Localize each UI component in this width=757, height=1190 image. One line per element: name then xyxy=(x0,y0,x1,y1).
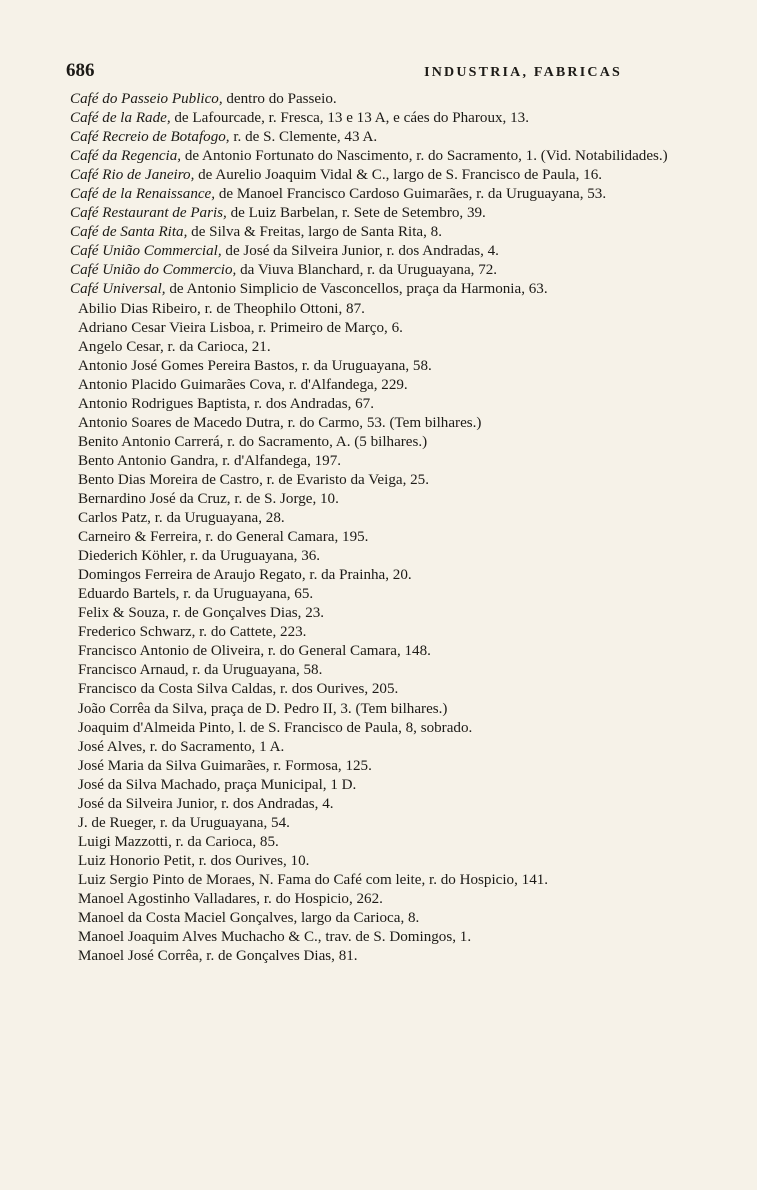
entry-text: Felix & Souza, r. de Gonçalves Dias, 23. xyxy=(78,605,325,622)
establishment-name: Café de Santa Rita, xyxy=(70,224,188,241)
entry-text: de Lafourcade, r. Fresca, 13 e 13 A, e cáes do Pharoux, 13. xyxy=(170,110,529,127)
page-number: 686 xyxy=(66,60,95,81)
directory-entry xyxy=(78,414,714,433)
directory-entry xyxy=(78,300,714,319)
directory-entry xyxy=(78,680,714,699)
directory-entry xyxy=(78,661,714,680)
entry-text: de Luiz Barbelan, r. Sete de Setembro, 39. xyxy=(226,205,486,222)
entry-text: de Aurelio Joaquim Vidal & C., largo de S. Francisco de Paula, 16. xyxy=(194,167,603,184)
directory-entry xyxy=(78,623,714,642)
directory-entry xyxy=(70,166,714,185)
directory-entry xyxy=(70,261,714,280)
entry-text: Diederich Köhler, r. da Uruguayana, 36. xyxy=(78,548,321,565)
entry-text: dentro do Passeio. xyxy=(222,91,337,107)
directory-entry xyxy=(78,338,714,357)
directory-entries xyxy=(66,90,714,966)
entry-text: João Corrêa da Silva, praça de D. Pedro II, 3. (Tem bilhares.) xyxy=(78,700,448,717)
page xyxy=(66,60,714,966)
directory-entry xyxy=(78,547,714,566)
directory-entry xyxy=(70,280,714,299)
entry-text: J. de Rueger, r. da Uruguayana, 54. xyxy=(78,814,290,831)
directory-entry xyxy=(70,147,714,166)
directory-entry xyxy=(78,395,714,414)
entry-text: Adriano Cesar Vieira Lisboa, r. Primeiro de Março, 6. xyxy=(78,319,403,336)
running-title: INDUSTRIA, FABRICAS xyxy=(424,65,622,80)
entry-text: Manoel Agostinho Valladares, r. do Hospicio, 262. xyxy=(78,890,383,907)
directory-entry xyxy=(78,604,714,623)
entry-text: Joaquim d'Almeida Pinto, l. de S. Francisco de Paula, 8, sobrado. xyxy=(78,719,473,736)
establishment-name: Café de la Renaissance, xyxy=(70,186,216,203)
establishment-name: Café Restaurant de Paris, xyxy=(70,205,227,222)
entry-text: Antonio José Gomes Pereira Bastos, r. da Uruguayana, 58. xyxy=(78,357,432,374)
directory-entry xyxy=(70,185,714,204)
entry-text: Eduardo Bartels, r. da Uruguayana, 65. xyxy=(78,586,314,603)
establishment-name: Café Recreio de Botafogo, xyxy=(70,129,230,146)
directory-entry xyxy=(78,642,714,661)
directory-entry xyxy=(78,871,714,890)
entry-text: Bento Antonio Gandra, r. d'Alfandega, 197. xyxy=(78,452,342,469)
entry-text: Luiz Sergio Pinto de Moraes, N. Fama do Café com leite, r. do Hospicio, 141. xyxy=(78,871,549,888)
directory-entry xyxy=(78,433,714,452)
directory-entry xyxy=(78,833,714,852)
establishment-name: Café União do Commercio, xyxy=(70,262,237,279)
entry-text: Francisco Arnaud, r. da Uruguayana, 58. xyxy=(78,662,323,679)
directory-entry xyxy=(70,128,714,147)
entry-text: Frederico Schwarz, r. do Cattete, 223. xyxy=(78,624,307,641)
establishment-name: Café Universal, xyxy=(70,281,166,298)
entry-text: Benito Antonio Carrerá, r. do Sacramento, A. (5 bilhares.) xyxy=(78,433,428,450)
directory-entry xyxy=(78,585,714,604)
entry-text: Manoel José Corrêa, r. de Gonçalves Dias, 81. xyxy=(78,948,358,965)
entry-text: Luigi Mazzotti, r. da Carioca, 85. xyxy=(78,833,279,850)
entry-text: de Antonio Simplicio de Vasconcellos, praça da Harmonia, 63. xyxy=(165,281,548,298)
entry-text: Manoel da Costa Maciel Gonçalves, largo da Carioca, 8. xyxy=(78,910,420,927)
entry-text: Manoel Joaquim Alves Muchacho & C., trav. de S. Domingos, 1. xyxy=(78,929,472,946)
establishment-name: Café da Regencia, xyxy=(70,148,182,165)
directory-entry xyxy=(70,109,714,128)
establishment-name: Café do Passeio Publico, xyxy=(70,91,223,107)
directory-entry xyxy=(70,223,714,242)
directory-entry xyxy=(78,757,714,776)
directory-entry xyxy=(78,357,714,376)
directory-entry xyxy=(78,452,714,471)
page-header xyxy=(66,60,714,86)
entry-text: r. de S. Clemente, 43 A. xyxy=(229,129,378,146)
directory-entry xyxy=(78,909,714,928)
establishment-name: Café União Commercial, xyxy=(70,243,222,260)
entry-text: José da Silva Machado, praça Municipal, 1 D. xyxy=(78,776,357,793)
entry-text: de Antonio Fortunato do Nascimento, r. do Sacramento, 1. (Vid. Notabilidades.) xyxy=(181,148,668,165)
entry-text: Antonio Soares de Macedo Dutra, r. do Carmo, 53. (Tem bilhares.) xyxy=(78,414,482,431)
directory-entry xyxy=(78,566,714,585)
directory-entry xyxy=(78,319,714,338)
directory-entry xyxy=(78,719,714,738)
entry-text: Angelo Cesar, r. da Carioca, 21. xyxy=(78,338,271,355)
entry-text: José Alves, r. do Sacramento, 1 A. xyxy=(78,738,285,755)
entry-text: de Silva & Freitas, largo de Santa Rita, 8. xyxy=(187,224,442,241)
entry-text: Francisco Antonio de Oliveira, r. do General Camara, 148. xyxy=(78,643,431,660)
entry-text: Carlos Patz, r. da Uruguayana, 28. xyxy=(78,510,285,527)
directory-entry xyxy=(70,242,714,261)
directory-entry xyxy=(78,814,714,833)
directory-entry xyxy=(70,204,714,223)
entry-text: Antonio Placido Guimarães Cova, r. d'Alfandega, 229. xyxy=(78,376,408,393)
establishment-name: Café Rio de Janeiro, xyxy=(70,167,195,184)
directory-entry xyxy=(78,376,714,395)
entry-text: Abilio Dias Ribeiro, r. de Theophilo Ottoni, 87. xyxy=(78,300,365,317)
directory-entry xyxy=(78,852,714,871)
entry-text: Bernardino José da Cruz, r. de S. Jorge, 10. xyxy=(78,490,339,507)
entry-text: de José da Silveira Junior, r. dos Andradas, 4. xyxy=(221,243,499,260)
entry-text: da Viuva Blanchard, r. da Uruguayana, 72. xyxy=(236,262,498,279)
directory-entry xyxy=(78,700,714,719)
establishment-name: Café de la Rade, xyxy=(70,110,171,127)
entry-text: Antonio Rodrigues Baptista, r. dos Andradas, 67. xyxy=(78,395,374,412)
directory-entry xyxy=(78,490,714,509)
entry-text: José da Silveira Junior, r. dos Andradas, 4. xyxy=(78,795,334,812)
entry-text: Bento Dias Moreira de Castro, r. de Evaristo da Veiga, 25. xyxy=(78,471,429,488)
directory-entry xyxy=(78,738,714,757)
directory-entry xyxy=(78,890,714,909)
entry-text: Carneiro & Ferreira, r. do General Camara, 195. xyxy=(78,529,369,546)
directory-entry xyxy=(78,471,714,490)
entry-text: José Maria da Silva Guimarães, r. Formosa, 125. xyxy=(78,757,372,774)
entry-text: Francisco da Costa Silva Caldas, r. dos Ourives, 205. xyxy=(78,681,399,698)
directory-entry xyxy=(78,528,714,547)
directory-entry xyxy=(78,776,714,795)
directory-entry xyxy=(78,795,714,814)
directory-entry xyxy=(78,509,714,528)
entry-text: Luiz Honorio Petit, r. dos Ourives, 10. xyxy=(78,852,310,869)
directory-entry xyxy=(70,90,714,109)
directory-entry xyxy=(78,928,714,947)
entry-text: Domingos Ferreira de Araujo Regato, r. da Prainha, 20. xyxy=(78,567,412,584)
directory-entry xyxy=(78,947,714,966)
entry-text: de Manoel Francisco Cardoso Guimarães, r. da Uruguayana, 53. xyxy=(215,186,607,203)
